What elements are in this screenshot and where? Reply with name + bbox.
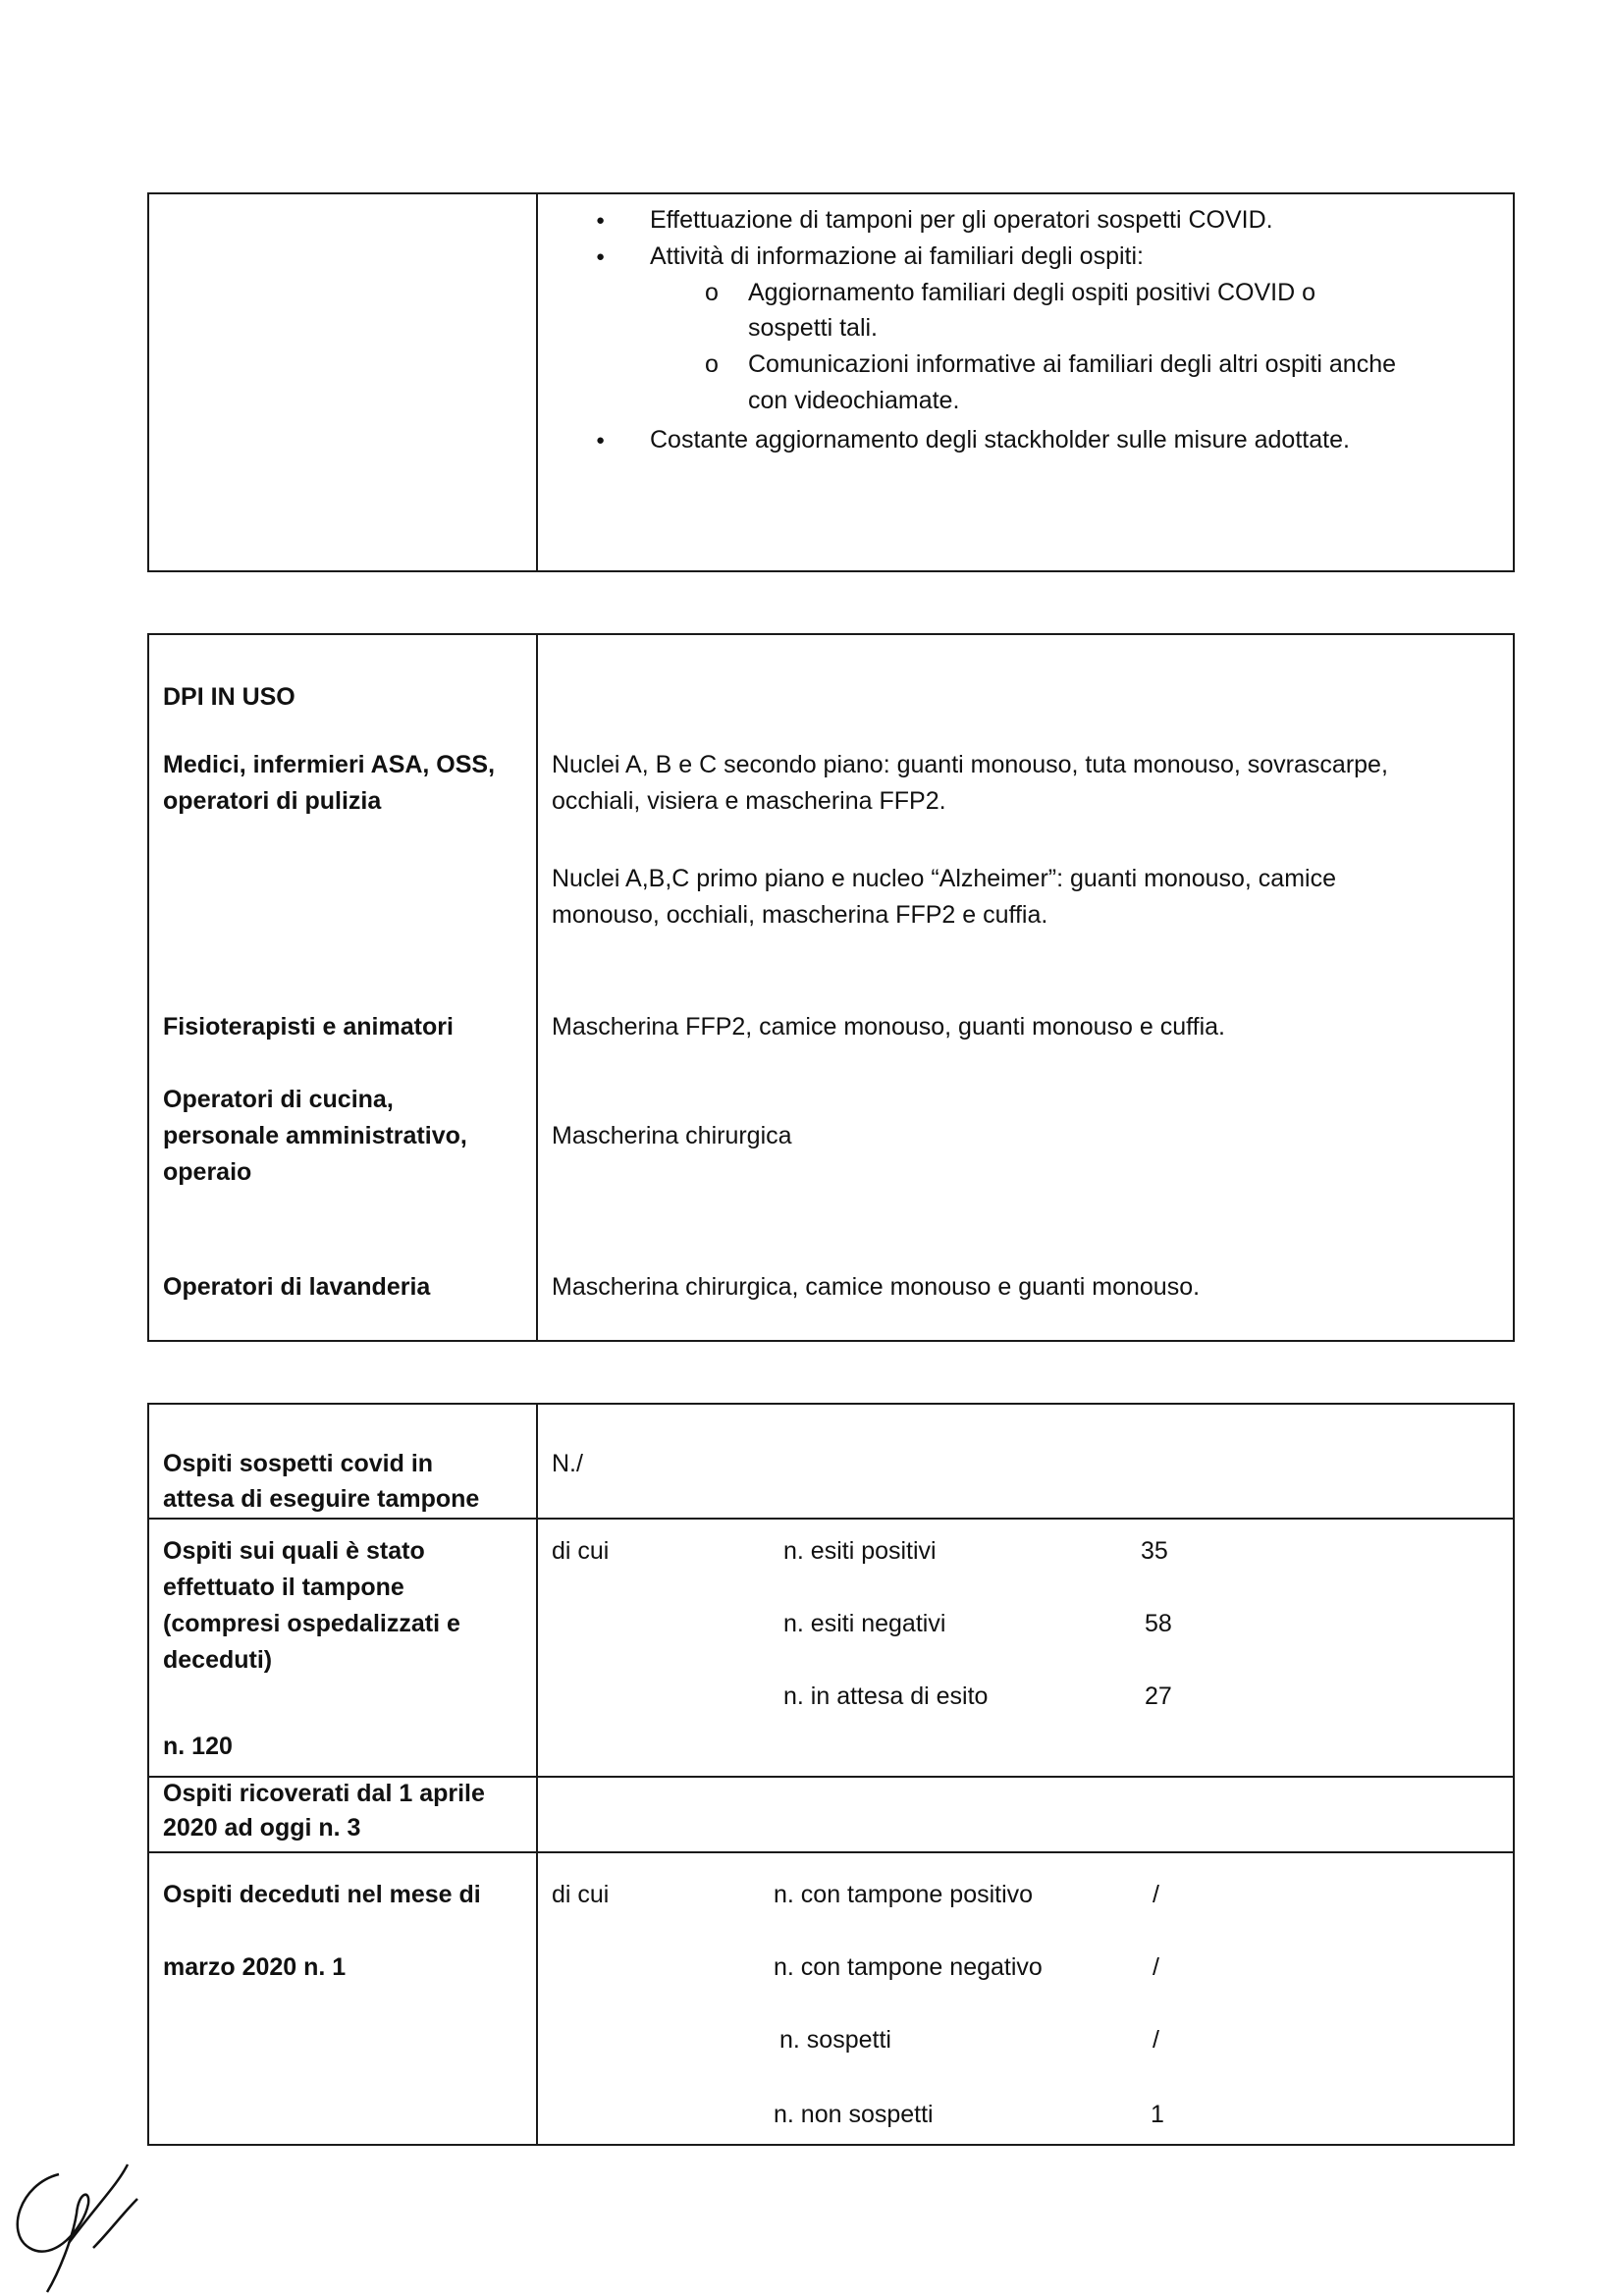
item-label: n. esiti negativi	[783, 1610, 946, 1637]
item-value: /	[1153, 1881, 1159, 1908]
bullet-item	[650, 202, 1273, 239]
row-label: Ospiti ricoverati dal 1 aprile	[163, 1780, 485, 1807]
equipment-text: occhiali, visiera e mascherina FFP2.	[552, 787, 946, 815]
row-label: deceduti)	[163, 1646, 273, 1674]
row-label: marzo 2020 n. 1	[163, 1953, 347, 1981]
equipment-text: monouso, occhiali, mascherina FFP2 e cuffia.	[552, 901, 1048, 929]
item-label: n. esiti positivi	[783, 1537, 937, 1565]
of-which-label: di cui	[552, 1537, 610, 1565]
swabbed-row	[149, 1518, 1513, 1776]
handwritten-signature	[0, 2145, 177, 2296]
row-label: Ospiti deceduti nel mese di	[163, 1881, 481, 1908]
suspected-row	[149, 1405, 1513, 1518]
row-label: (compresi ospedalizzati e	[163, 1610, 460, 1637]
item-value: /	[1153, 2026, 1159, 2054]
bullet-text: Effettuazione di tamponi per gli operatori sospetti COVID.	[650, 206, 1273, 234]
deceased-row	[149, 1851, 1513, 2145]
measures-table	[147, 192, 1515, 572]
role-label: Medici, infermieri ASA, OSS,	[163, 751, 496, 778]
equipment-text: Mascherina FFP2, camice monouso, guanti monouso e cuffia.	[552, 1013, 1225, 1041]
row-label: Ospiti sui quali è stato	[163, 1537, 425, 1565]
equipment-text: Nuclei A, B e C secondo piano: guanti monouso, tuta monouso, sovrascarpe,	[552, 751, 1388, 778]
sub-bullet-continuation: con videochiamate.	[748, 387, 960, 414]
item-label: n. con tampone negativo	[774, 1953, 1043, 1981]
dpi-roles-cell	[149, 635, 538, 1340]
row-label: attesa di eseguire tampone	[163, 1485, 480, 1513]
measures-cell	[538, 194, 1513, 570]
sub-bullet-item: o Comunicazioni informative ai familiari degli altri ospiti anche	[748, 347, 1396, 383]
hospitalized-row	[149, 1776, 1513, 1851]
role-label: Operatori di lavanderia	[163, 1273, 431, 1301]
item-value: 1	[1151, 2101, 1164, 2128]
bullet-item	[650, 422, 1350, 458]
bullet-text: Attività di informazione ai familiari degli ospiti:	[650, 242, 1144, 270]
role-label: Operatori di cucina,	[163, 1086, 394, 1113]
sub-bullet-item: o Aggiornamento familiari degli ospiti positivi COVID o	[748, 275, 1315, 311]
equipment-text: Mascherina chirurgica, camice monouso e guanti monouso.	[552, 1273, 1201, 1301]
item-label: n. sospetti	[779, 2026, 891, 2054]
row-value: N./	[552, 1450, 583, 1477]
bullet-item	[650, 239, 1144, 275]
row-count: n. 120	[163, 1733, 233, 1760]
dpi-heading: DPI IN USO	[163, 683, 295, 711]
row-label: 2020 ad oggi n. 3	[163, 1814, 361, 1842]
dpi-equipment-cell	[538, 635, 1513, 1340]
equipment-text: Nuclei A,B,C primo piano e nucleo “Alzheimer”: guanti monouso, camice	[552, 865, 1336, 892]
item-value: 35	[1141, 1537, 1168, 1565]
item-value: 27	[1145, 1682, 1172, 1710]
role-label: operatori di pulizia	[163, 787, 382, 815]
item-label: n. non sospetti	[774, 2101, 934, 2128]
row-label: Ospiti sospetti covid in	[163, 1450, 434, 1477]
guests-table	[147, 1403, 1515, 2146]
sub-bullet-continuation: sospetti tali.	[748, 314, 879, 342]
role-label: Fisioterapisti e animatori	[163, 1013, 454, 1041]
item-value: 58	[1145, 1610, 1172, 1637]
item-label: n. con tampone positivo	[774, 1881, 1034, 1908]
bullet-text: Costante aggiornamento degli stackholder sulle misure adottate.	[650, 426, 1350, 454]
item-value: /	[1153, 1953, 1159, 1981]
of-which-label: di cui	[552, 1881, 610, 1908]
row-label: effettuato il tampone	[163, 1574, 404, 1601]
role-label: personale amministrativo,	[163, 1122, 467, 1149]
role-label: operaio	[163, 1158, 252, 1186]
dpi-table	[147, 633, 1515, 1342]
equipment-text: Mascherina chirurgica	[552, 1122, 792, 1149]
measures-empty-cell	[149, 194, 538, 570]
item-label: n. in attesa di esito	[783, 1682, 989, 1710]
